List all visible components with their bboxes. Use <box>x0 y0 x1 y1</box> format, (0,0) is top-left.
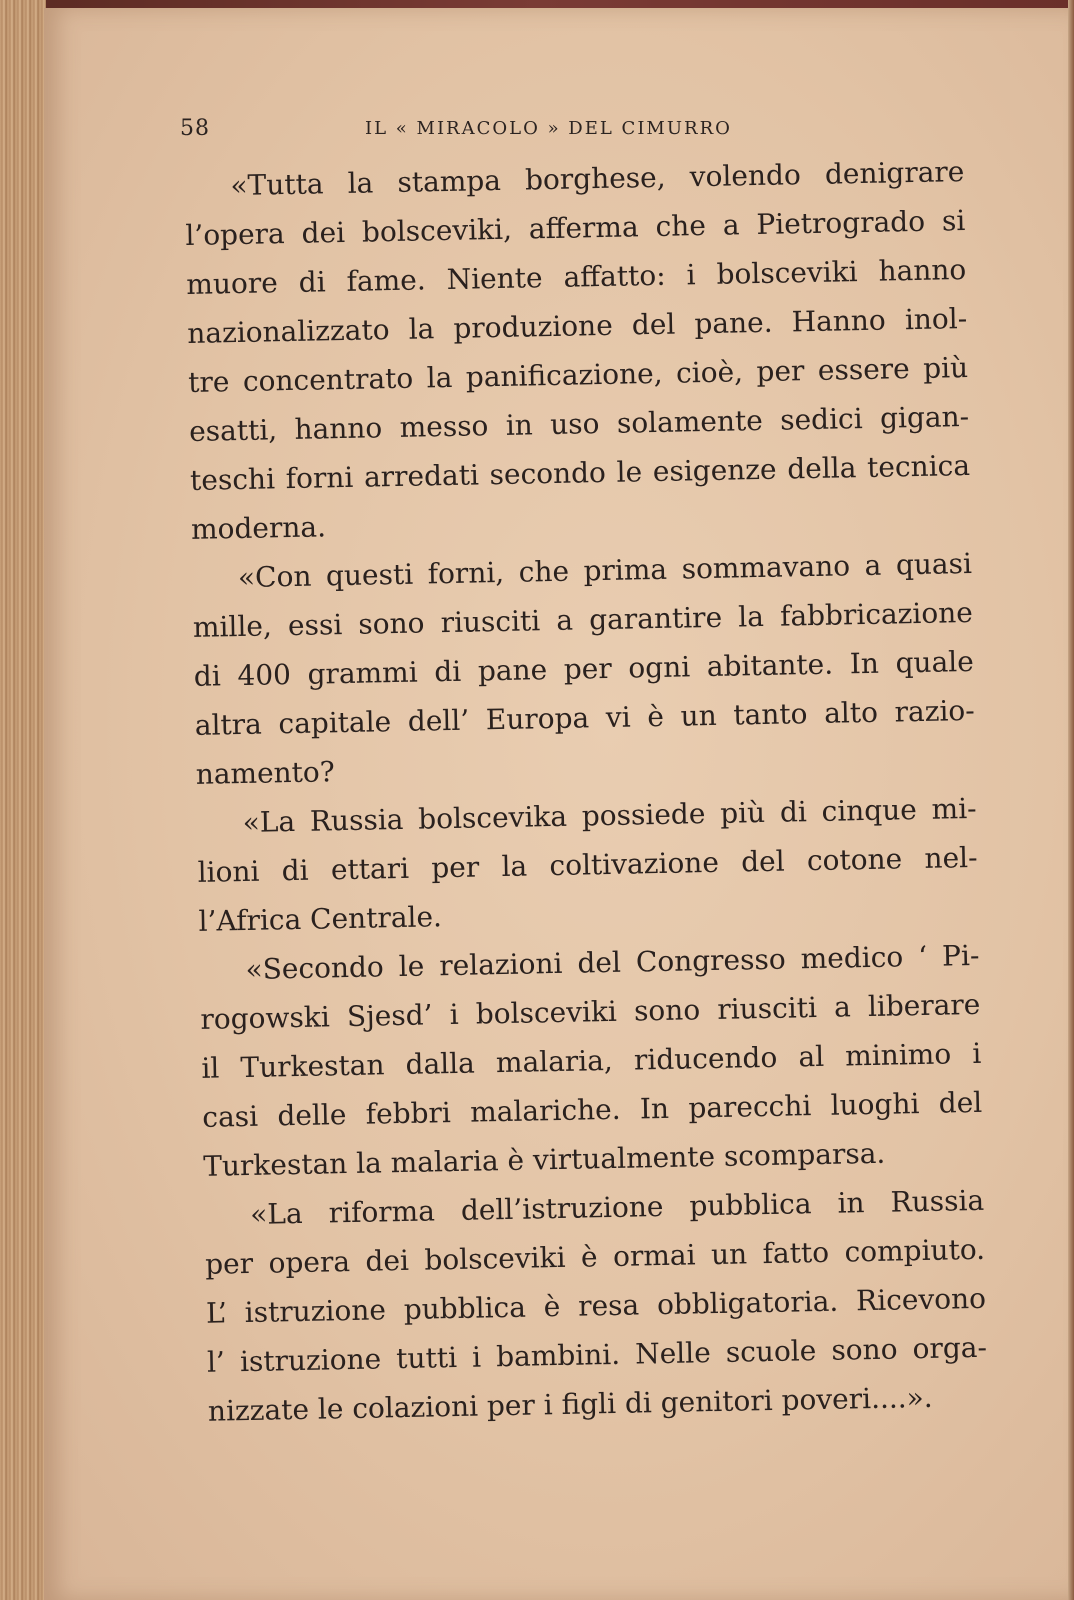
text-line: Turkestan la malaria è virtualmente scomparsa. <box>202 1136 886 1183</box>
text-line: nizzate le colazioni per i figli di genitori poveri....». <box>207 1380 933 1428</box>
text-line: tre concentrato la panificazione, cioè, per essere più <box>187 350 969 399</box>
text-line: teschi forni arredati secondo le esigenze della tecnica <box>189 448 971 497</box>
book-right-edge <box>1068 0 1074 1600</box>
book-spine-edge <box>0 0 46 1600</box>
text-line: esatti, hanno messo in uso solamente sedici gigan- <box>188 399 970 448</box>
text-line: per opera dei bolsceviki è ormai un fatto compiuto. <box>204 1232 986 1281</box>
text-line: altra capitale dell’ Europa vi è un tanto alto razio- <box>194 693 975 742</box>
text-line: rogowski Sjesd’ i bolsceviki sono riusciti a liberare <box>200 987 981 1036</box>
running-head <box>180 116 780 146</box>
text-line: L’ istruzione pubblica è resa obbligatoria. Ricevono <box>205 1281 987 1330</box>
text-line: l’opera dei bolsceviki, afferma che a Pietrogrado si <box>185 204 966 252</box>
text-line: il Turkestan dalla malaria, riducendo al minimo i <box>201 1036 982 1085</box>
text-line: namento? <box>195 755 336 791</box>
text-line: nazionalizzato la produzione del pane. Hanno inol- <box>186 301 968 350</box>
text-line: muore di fame. Niente affatto: i bolsceviki hanno <box>186 253 967 301</box>
text-line: di 400 grammi di pane per ogni abitante. In quale <box>193 644 975 693</box>
text-line: lioni di ettari per la coltivazione del cotone nel- <box>197 840 978 889</box>
text-line: «Secondo le relazioni del Congresso medico ‘ Pi- <box>245 938 980 986</box>
text-line: mille, essi sono riusciti a garantire la fabbricazione <box>192 595 974 644</box>
text-line: moderna. <box>190 510 327 546</box>
text-line: «La riforma dell’istruzione pubblica in Russia <box>249 1183 985 1231</box>
text-line: «Con questi forni, che prima sommavano a quasi <box>237 546 973 595</box>
text-line: «La Russia bolscevika possiede più di cinque mi- <box>242 791 977 839</box>
body-text <box>184 147 988 1436</box>
text-line: l’Africa Centrale. <box>198 900 443 938</box>
text-line: casi delle febbri malariche. In parecchi luoghi del <box>202 1085 983 1134</box>
page-number: 58 <box>180 116 210 141</box>
running-head-title: IL « MIRACOLO » DEL CIMURRO <box>365 118 732 139</box>
text-line: l’ istruzione tutti i bambini. Nelle scuole sono orga- <box>206 1330 988 1379</box>
text-line: «Tutta la stampa borghese, volendo denigrare <box>230 155 965 203</box>
